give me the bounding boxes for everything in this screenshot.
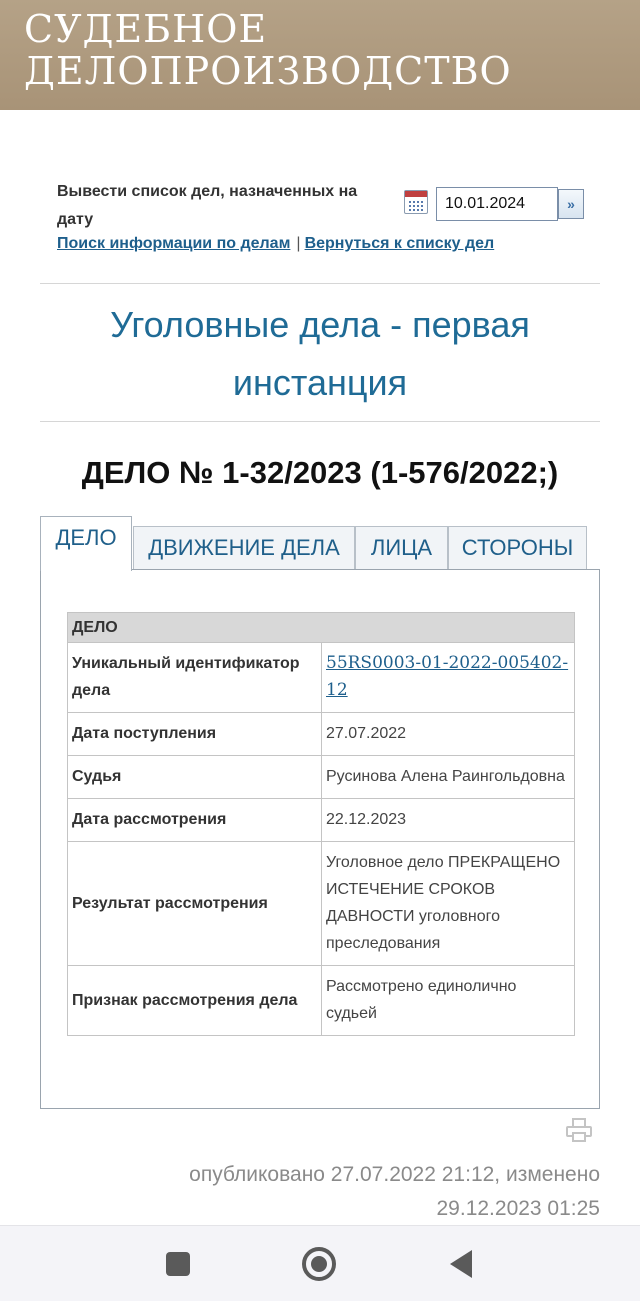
main-content	[0, 110, 640, 1225]
table-row	[68, 842, 575, 966]
search-cases-link[interactable]: Поиск информации по делам	[57, 235, 291, 252]
divider	[40, 283, 600, 284]
case-panel	[40, 569, 600, 1109]
calendar-icon[interactable]	[404, 190, 428, 214]
published-info: опубликовано 27.07.2022 21:12, изменено 29.12.2023 01:25	[189, 1163, 600, 1220]
divider	[40, 421, 600, 422]
row-key: Судья	[68, 756, 322, 799]
section-title: Уголовные дела - первая инстанция	[110, 304, 530, 403]
printer-paper-out	[572, 1132, 586, 1142]
case-uid-link[interactable]: 55RS0003-01-2022-005402-12	[326, 653, 569, 700]
row-value: 27.07.2022	[322, 713, 575, 756]
table-row	[68, 966, 575, 1036]
table-row	[68, 643, 575, 713]
row-key: Уникальный идентификатор дела	[68, 643, 322, 713]
date-submit-button[interactable]	[558, 189, 584, 219]
row-value	[322, 643, 575, 713]
date-input[interactable]	[436, 187, 558, 221]
circle-home-icon[interactable]	[302, 1247, 336, 1281]
row-key: Дата поступления	[68, 713, 322, 756]
table-header-row	[68, 613, 575, 643]
site-title	[24, 8, 512, 92]
site-title-line-2: ДЕЛОПРОИЗВОДСТВО	[24, 49, 512, 93]
row-value: Русинова Алена Раингольдовна	[322, 756, 575, 799]
square-recent-apps-icon[interactable]	[166, 1252, 190, 1276]
tab-persons[interactable]: ЛИЦА	[355, 526, 448, 570]
row-value: Рассмотрено единолично судьей	[322, 966, 575, 1036]
row-key: Признак рассмотрения дела	[68, 966, 322, 1036]
row-value: 22.12.2023	[322, 799, 575, 842]
table-header: ДЕЛО	[68, 613, 575, 643]
site-header	[0, 0, 640, 110]
calendar-icon-grid	[408, 200, 424, 211]
tab-parties[interactable]: СТОРОНЫ	[448, 526, 587, 570]
row-key: Дата рассмотрения	[68, 799, 322, 842]
double-chevron-right-icon: »	[567, 196, 575, 212]
row-key: Результат рассмотрения	[68, 842, 322, 966]
printer-icon[interactable]	[566, 1118, 592, 1142]
tab-case-movement[interactable]: ДВИЖЕНИЕ ДЕЛА	[133, 526, 355, 570]
triangle-back-icon[interactable]	[450, 1250, 472, 1278]
tab-case[interactable]: ДЕЛО	[40, 516, 132, 571]
site-title-line-1: СУДЕБНОЕ	[24, 7, 268, 51]
date-filter-label: Вывести список дел, назначенных на дату	[57, 183, 358, 228]
row-value: Уголовное дело ПРЕКРАЩЕНО ИСТЕЧЕНИЕ СРОКОВ ДАВНОСТИ уголовного преследования	[322, 842, 575, 966]
case-title: ДЕЛО № 1-32/2023 (1-576/2022;)	[81, 455, 559, 490]
back-to-list-link[interactable]: Вернуться к списку дел	[304, 235, 495, 252]
case-info-table	[67, 612, 575, 1036]
nav-links	[57, 232, 494, 256]
calendar-icon-header	[405, 191, 427, 197]
table-row	[68, 799, 575, 842]
table-row	[68, 713, 575, 756]
link-separator: |	[296, 235, 301, 252]
case-tabs	[40, 516, 600, 570]
system-navbar	[0, 1225, 640, 1301]
table-row	[68, 756, 575, 799]
